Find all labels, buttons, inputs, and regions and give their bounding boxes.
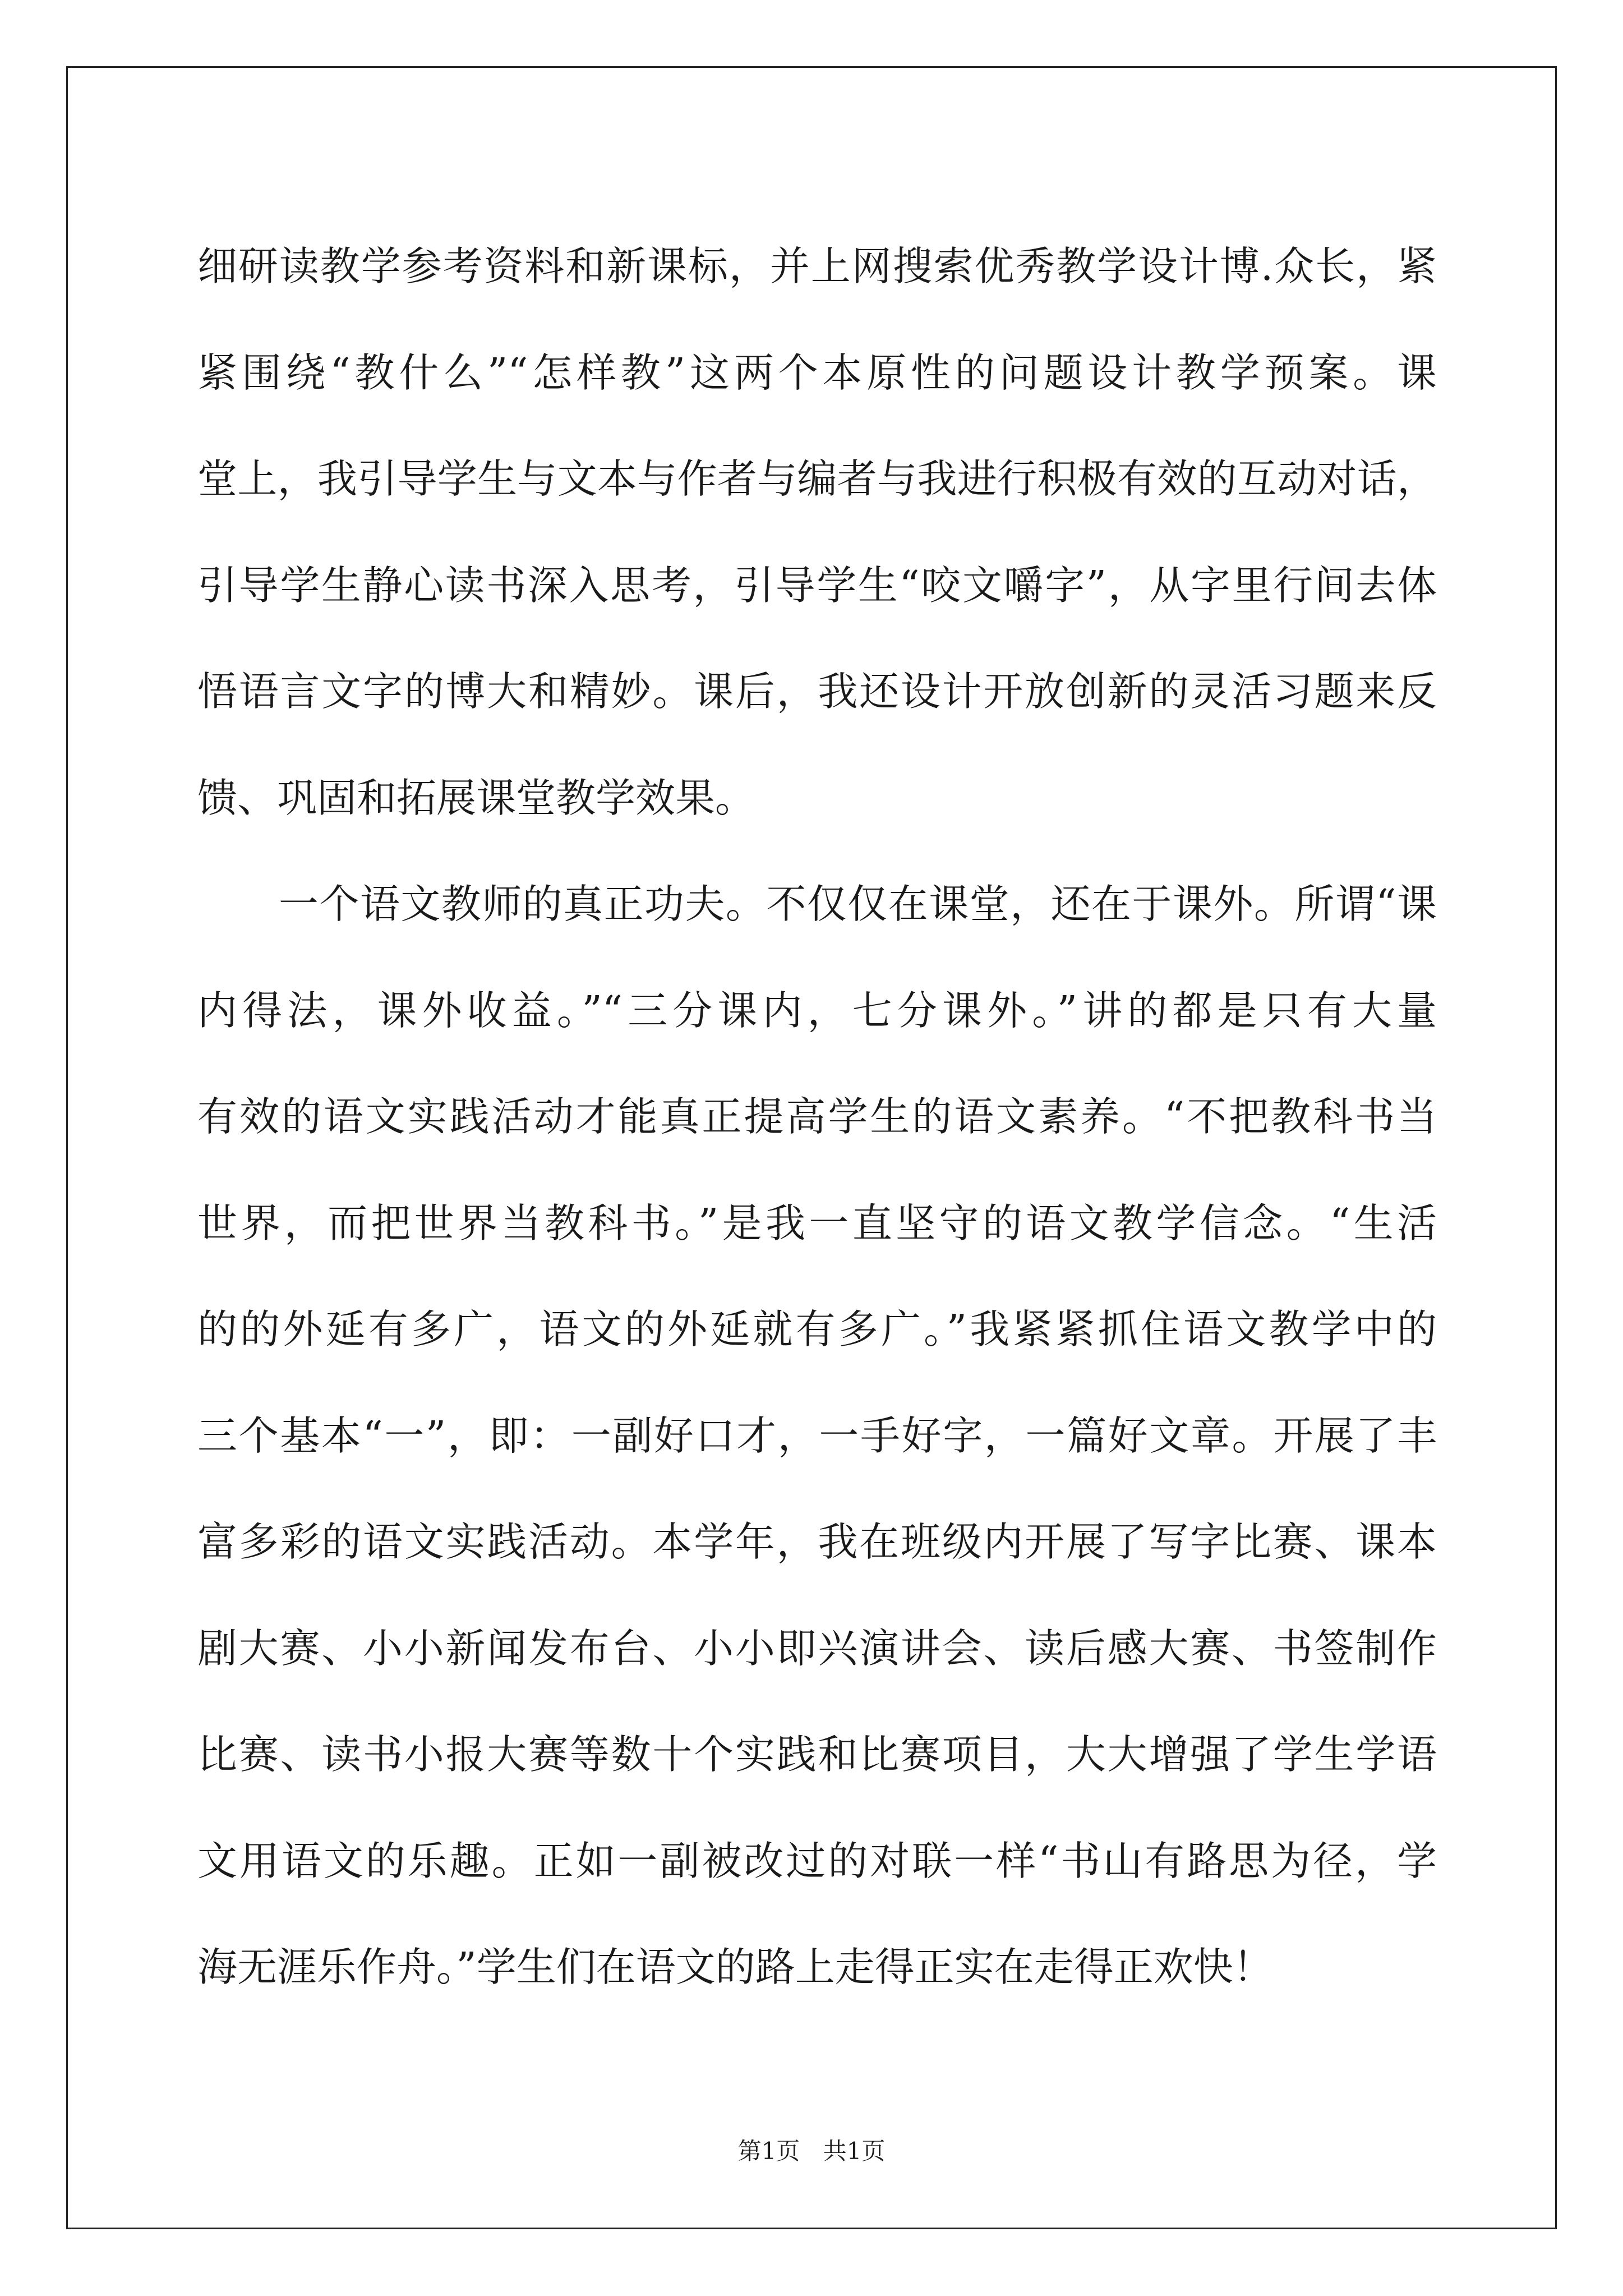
text-line: 世界，而把世界当教科书。”是我一直坚守的语文教学信念。“生活 [197,1199,1437,1246]
page-total: 共1页 [823,2137,886,2165]
text-line: 比赛、读书小报大赛等数十个实践和比赛项目，大大增强了学生学语 [197,1731,1437,1778]
text-line: 细研读教学参考资料和新课标，并上网搜索优秀教学设计博.众长，紧 [197,243,1437,289]
text-line: 馈、巩固和拓展课堂教学效果。 [197,774,755,821]
text-line: 有效的语文实践活动才能真正提高学生的语文素养。“不把教科书当 [197,1093,1437,1140]
text-line: 的的外延有多广，语文的外延就有多广。”我紧紧抓住语文教学中的 [197,1306,1437,1352]
text-line: 三个基本“一”，即：一副好口才，一手好字，一篇好文章。开展了丰 [197,1412,1437,1459]
text-line: 海无涯乐作舟。”学生们在语文的路上走得正实在走得正欢快！ [197,1944,1273,1990]
text-line: 文用语文的乐趣。正如一副被改过的对联一样“书山有路思为径，学 [197,1837,1437,1884]
text-line: 一个语文教师的真正功夫。不仅仅在课堂，还在于课外。所谓“课 [197,881,1437,927]
page-footer [0,2134,1623,2168]
document-body [197,213,1437,2021]
text-line: 堂上，我引导学生与文本与作者与编者与我进行积极有效的互动对话， [197,455,1437,502]
text-line: 引导学生静心读书深入思考，引导学生“咬文嚼字”，从字里行间去体 [197,562,1437,609]
page-number: 第1页 [737,2137,800,2165]
text-line: 紧围绕“教什么”“怎样教”这两个本原性的问题设计教学预案。课 [197,349,1437,396]
text-line: 内得法，课外收益。”“三分课内，七分课外。”讲的都是只有大量 [197,987,1437,1034]
text-line: 剧大赛、小小新闻发布台、小小即兴演讲会、读后感大赛、书签制作 [197,1625,1437,1672]
text-line: 悟语言文字的博大和精妙。课后，我还设计开放创新的灵活习题来反 [197,668,1437,715]
text-line: 富多彩的语文实践活动。本学年，我在班级内开展了写字比赛、课本 [197,1519,1437,1565]
